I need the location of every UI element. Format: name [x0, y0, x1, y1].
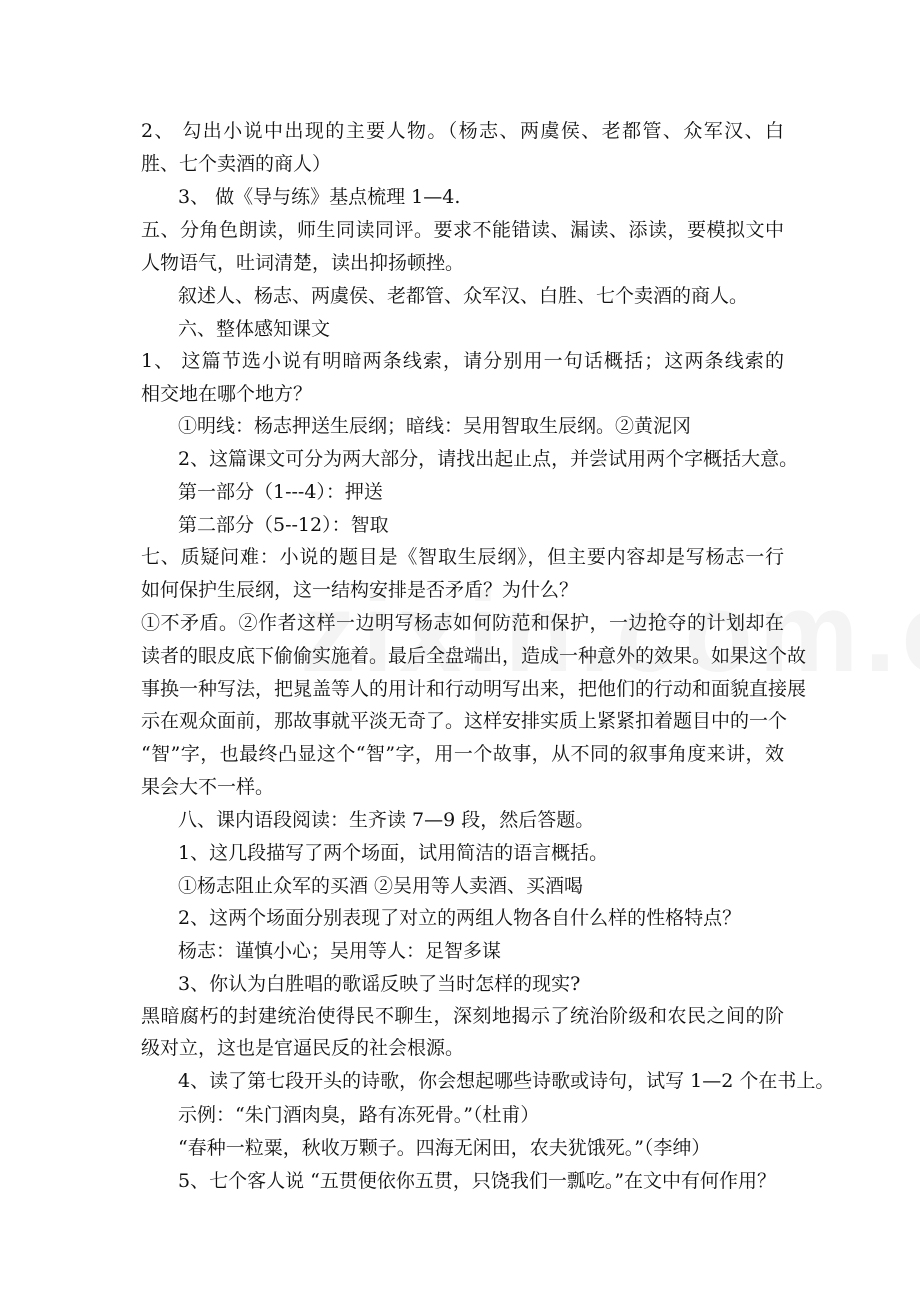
paragraph-line: 第一部分（1---4）：押送 — [178, 481, 383, 503]
paragraph-line: “春种一粒粟，秋收万颗子。四海无闲田，农夫犹饿死。”（李绅） — [178, 1137, 711, 1159]
paragraph-line: ①杨志阻止众军的买酒 ②吴用等人卖酒、买酒喝 — [178, 875, 584, 897]
paragraph-line: 1、这几段描写了两个场面，试用简洁的语言概括。 — [178, 842, 609, 864]
paragraph-line: 黑暗腐朽的封建统治使得民不聊生，深刻地揭示了统治阶级和农民之间的阶 — [141, 1005, 784, 1027]
paragraph-line: 七、质疑问难：小说的题目是《智取生辰纲》，但主要内容却是写杨志一行 — [141, 546, 784, 568]
paragraph-line: 杨志：谨慎小心；吴用等人：足智多谋 — [178, 940, 502, 962]
paragraph-line: 人物语气，吐词清楚，读出抑扬顿挫。 — [141, 252, 465, 274]
paragraph-line: ①明线：杨志押送生辰纲；暗线：吴用智取生辰纲。②黄泥冈 — [178, 415, 692, 437]
paragraph-line: 果会大不一样。 — [141, 776, 275, 798]
section-heading: 八、课内语段阅读：生齐读 7—9 段，然后答题。 — [178, 809, 595, 831]
paragraph-line: 级对立，这也是官逼民反的社会根源。 — [141, 1037, 465, 1059]
paragraph-line: 1、 这篇节选小说有明暗两条线索，请分别用一句话概括；这两条线索的 — [141, 350, 784, 372]
paragraph-line: 3、你认为白胜唱的歌谣反映了当时怎样的现实? — [178, 973, 581, 995]
paragraph-line: 4、读了第七段开头的诗歌，你会想起哪些诗歌或诗句，试写 1—2 个在书上。 — [178, 1070, 835, 1092]
paragraph-line: 叙述人、杨志、两虞侯、老都管、众军汉、白胜、七个卖酒的商人。 — [178, 285, 749, 307]
paragraph-line: 5、七个客人说 “五贯便依你五贯，只饶我们一瓢吃。”在文中有何作用？ — [178, 1170, 777, 1192]
paragraph-line: 第二部分（5--12）：智取 — [178, 514, 389, 536]
paragraph-line: 事换一种写法，把晁盖等人的用计和行动明写出来，把他们的行动和面貌直接展 — [141, 678, 807, 700]
paragraph-line: 胜、七个卖酒的商人） — [141, 153, 332, 175]
paragraph-line: 相交地在哪个地方？ — [141, 383, 313, 405]
paragraph-line: “智”字，也最终凸显这个“智”字，用一个故事，从不同的叙事角度来讲，效 — [141, 743, 784, 765]
paragraph-line: 2、这两个场面分别表现了对立的两组人物各自什么样的性格特点？ — [178, 907, 742, 929]
paragraph-line: 2、这篇课文可分为两大部分，请找出起止点，并尝试用两个字概括大意。 — [178, 448, 799, 470]
paragraph-line: 3、 做《导与练》基点梳理 1—4. — [178, 186, 461, 208]
paragraph-line: 示在观众面前，那故事就平淡无奇了。这样安排实质上紧紧扣着题目中的一个 — [141, 710, 788, 732]
paragraph-line: 2、 勾出小说中出现的主要人物。（杨志、两虞侯、老都管、众军汉、白 — [141, 120, 784, 142]
paragraph-line: 读者的眼皮底下偷偷实施着。最后全盘端出，造成一种意外的效果。如果这个故 — [141, 645, 807, 667]
section-heading: 六、整体感知课文 — [178, 318, 331, 340]
paragraph-line: 示例：“朱门酒肉臭，路有冻死骨。”（杜甫） — [178, 1104, 540, 1126]
paragraph-line: 五、分角色朗读，师生同读同评。要求不能错读、漏读、添读，要模拟文中 — [141, 219, 784, 241]
paragraph-line: 如何保护生辰纲，这一结构安排是否矛盾？为什么？ — [141, 579, 579, 601]
paragraph-line: ①不矛盾。②作者这样一边明写杨志如何防范和保护，一边抢夺的计划却在 — [141, 612, 784, 634]
